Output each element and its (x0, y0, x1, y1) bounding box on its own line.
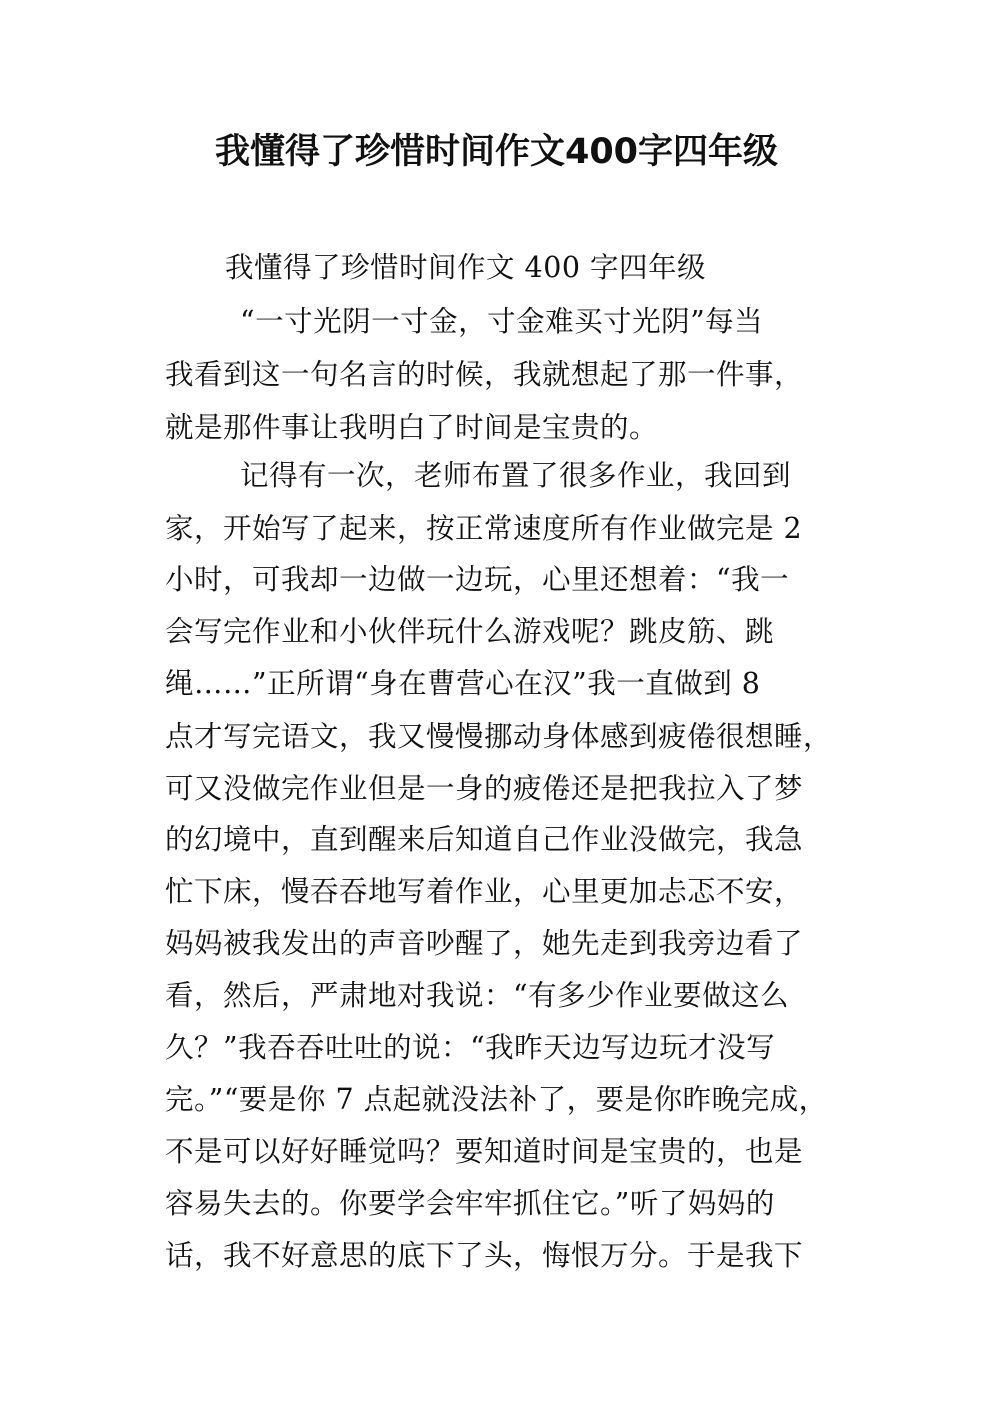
paragraph-line: “一寸光阴一寸金，寸金难买寸光阴”每当 (240, 305, 764, 338)
paragraph-line: 会写完作业和小伙伴玩什么游戏呢？跳皮筋、跳 (165, 615, 775, 648)
paragraph-line: 久？”我吞吞吐吐的说：“我昨天边写边玩才没写 (165, 1031, 776, 1064)
paragraph-line: 完。”“要是你 7 点起就没法补了，要是你昨晚完成， (165, 1083, 828, 1116)
paragraph-line: 不是可以好好睡觉吗？要知道时间是宝贵的，也是 (165, 1135, 804, 1168)
paragraph-line: 记得有一次，老师布置了很多作业，我回到 (240, 459, 792, 492)
paragraph-line: 的幻境中，直到醒来后知道自己作业没做完，我急 (165, 823, 804, 856)
paragraph-line: 妈妈被我发出的声音吵醒了，她先走到我旁边看了 (165, 927, 804, 960)
paragraph-line: 我看到这一句名言的时候，我就想起了那一件事， (165, 358, 804, 391)
paragraph-line: 就是那件事让我明白了时间是宝贵的。 (165, 411, 659, 444)
paragraph-line: 看，然后，严肃地对我说：“有多少作业要做这么 (165, 979, 790, 1012)
paragraph-line: 忙下床，慢吞吞地写着作业，心里更加忐忑不安， (165, 875, 804, 908)
paragraph-line: 家，开始写了起来，按正常速度所有作业做完是 2 (165, 512, 803, 545)
paragraph-line: 可又没做完作业但是一身的疲倦还是把我拉入了梦 (165, 772, 804, 805)
subtitle-line: 我懂得了珍惜时间作文 400 字四年级 (225, 251, 707, 284)
paragraph-line: 小时，可我却一边做一边玩，心里还想着：“我一 (165, 563, 790, 596)
paragraph-line: 点才写完语文，我又慢慢挪动身体感到疲倦很想睡， (165, 720, 833, 753)
paragraph-line: 话，我不好意思的底下了头，悔恨万分。于是我下 (165, 1239, 804, 1272)
paragraph-line: 绳……”正所谓“身在曹营心在汉”我一直做到 8 (165, 667, 761, 700)
paragraph-line: 容易失去的。你要学会牢牢抓住它。”听了妈妈的 (165, 1187, 775, 1220)
document-title: 我懂得了珍惜时间作文400字四年级 (214, 132, 779, 172)
